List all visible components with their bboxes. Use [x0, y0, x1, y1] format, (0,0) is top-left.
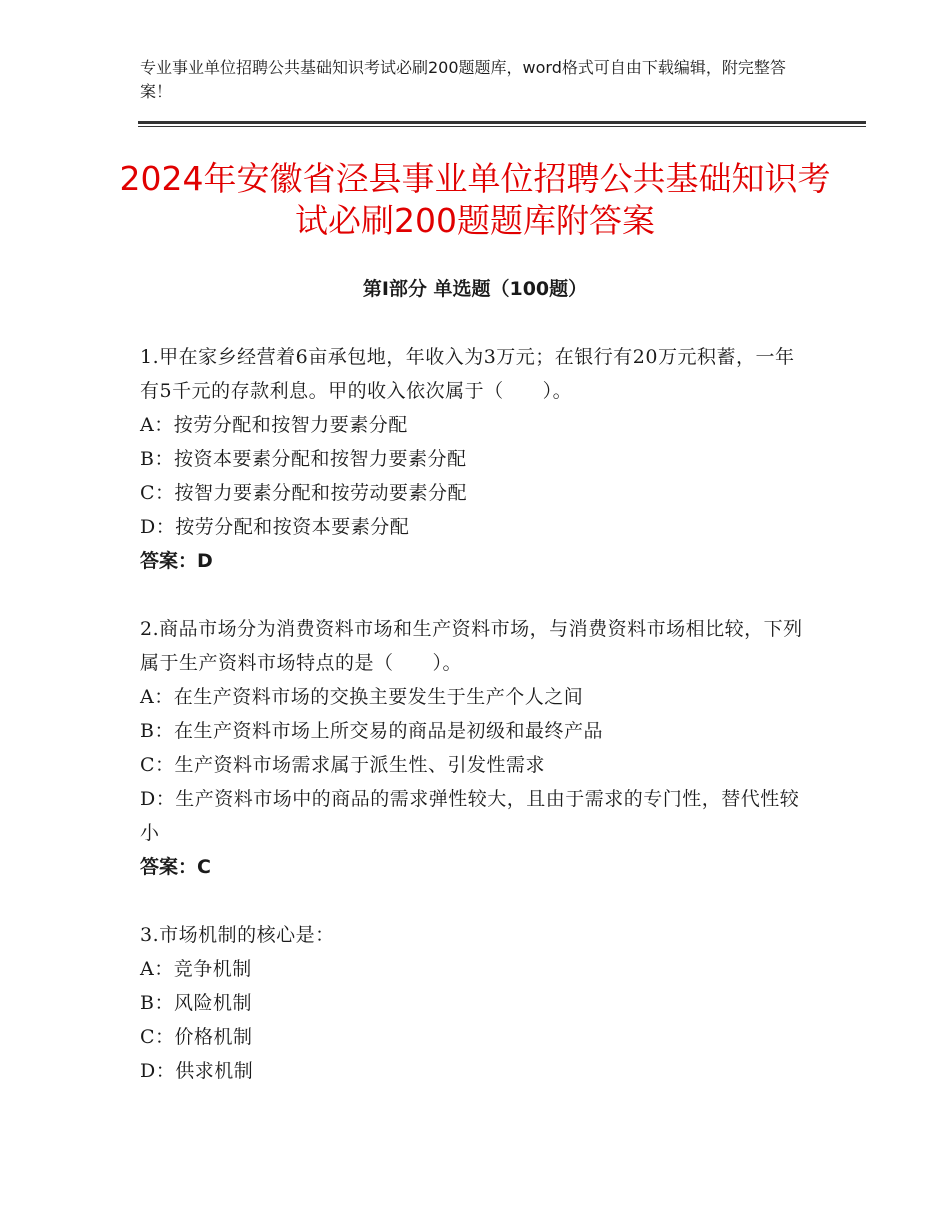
question-2 [140, 612, 810, 884]
option-c: C：按智力要素分配和按劳动要素分配 [140, 482, 468, 504]
question-list [140, 340, 810, 1122]
question-3 [140, 918, 810, 1088]
answer: 答案：D [140, 550, 213, 572]
question-stem: 2.商品市场分为消费资料市场和生产资料市场，与消费资料市场相比较，下列属于生产资料市场特点的是（ ）。 [140, 618, 803, 674]
option-d: D：生产资料市场中的商品的需求弹性较大，且由于需求的专门性，替代性较小 [140, 788, 800, 844]
option-c: C：价格机制 [140, 1026, 253, 1048]
option-b: B：风险机制 [140, 992, 252, 1014]
question-stem: 3.市场机制的核心是： [140, 924, 335, 946]
header-divider-thick [138, 121, 866, 124]
option-b: B：在生产资料市场上所交易的商品是初级和最终产品 [140, 720, 603, 742]
answer: 答案：C [140, 856, 211, 878]
section-title: 第Ⅰ部分 单选题（100题） [362, 278, 588, 300]
option-a: A：在生产资料市场的交换主要发生于生产个人之间 [140, 686, 584, 708]
option-c: C：生产资料市场需求属于派生性、引发性需求 [140, 754, 546, 776]
option-a: A：按劳分配和按智力要素分配 [140, 414, 408, 436]
question-stem: 1.甲在家乡经营着6亩承包地，年收入为3万元；在银行有20万元积蓄，一年有5千元的存款利息。甲的收入依次属于（ ）。 [140, 346, 795, 402]
option-b: B：按资本要素分配和按智力要素分配 [140, 448, 467, 470]
option-d: D：供求机制 [140, 1060, 254, 1082]
header-divider-thin [138, 126, 866, 127]
option-d: D：按劳分配和按资本要素分配 [140, 516, 410, 538]
question-1 [140, 340, 810, 578]
document-title: 2024年安徽省泾县事业单位招聘公共基础知识考试必刷200题题库附答案 [119, 159, 831, 240]
option-a: A：竞争机制 [140, 958, 252, 980]
header-note: 专业事业单位招聘公共基础知识考试必刷200题题库，word格式可自由下载编辑，附完整答案！ [140, 58, 786, 101]
